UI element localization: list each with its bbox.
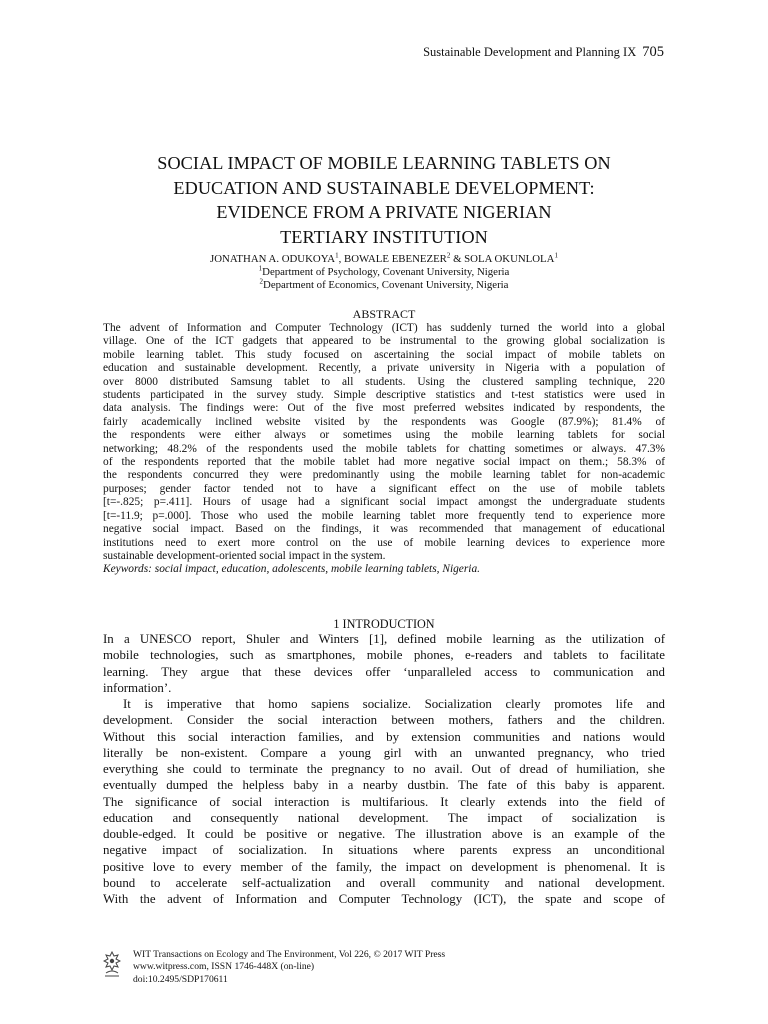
abstract-line: [t=-.825; p=.411]. Hours of usage had a significant social impact amongst the undergraduate students <box>103 496 665 509</box>
author-name: JONATHAN A. ODUKOYA <box>210 253 336 265</box>
body-line: eventually dumped the helpless baby in a nearby dustbin. The fate of this baby is apparent. <box>103 778 665 793</box>
body-line: In a UNESCO report, Shuler and Winters [1], defined mobile learning as the utilization of <box>103 632 665 646</box>
body-line: With the advent of Information and Computer Technology (ICT), the spate and scope of <box>103 892 665 906</box>
abstract-line: data analysis. The findings were: Out of the five most preferred websites indicated by respondents, the <box>103 402 665 415</box>
abstract-line: education and sustainable development. Recently, a private university in Nigeria with a population of <box>103 362 665 375</box>
author-separator: , <box>338 253 345 265</box>
abstract-body <box>103 322 665 577</box>
author-separator: & <box>450 253 465 265</box>
body-line: Without this social interaction families, and by extension communities and nations would <box>103 729 665 744</box>
abstract-line: fairly academically inclined website visited by the respondents was Google (87.9%); 81.4% of <box>103 415 665 428</box>
abstract-line: the respondents were either always or sometimes using the mobile learning tablets for social <box>103 429 665 442</box>
paper-title <box>90 151 678 249</box>
body-line: The significance of social interaction is multifarious. It clearly extends into the field of <box>103 794 665 809</box>
affiliation-marker: 1 <box>258 264 263 273</box>
author-block <box>80 253 688 292</box>
keywords-line: Keywords: social impact, education, adolescents, mobile learning tablets, Nigeria. <box>103 563 481 576</box>
footer-text <box>133 949 445 986</box>
title-line: EVIDENCE FROM A PRIVATE NIGERIAN <box>216 202 552 222</box>
abstract-line: the respondents concurred they were predominantly using the mobile learning tablet for non-academic <box>103 469 665 482</box>
title-line: SOCIAL IMPACT OF MOBILE LEARNING TABLETS ON <box>157 153 611 173</box>
affiliation <box>80 266 688 279</box>
body-line: positive love to every member of the family, the impact on development is phenomenal. It is <box>103 859 665 874</box>
body-line: education and consequently national development. The impact of socialization is <box>103 810 665 825</box>
body-line: negative impact of socialization. In situations where parents express an unconditional <box>103 843 665 858</box>
author-name: BOWALE EBENEZER <box>344 253 447 265</box>
body-line: It is imperative that homo sapiens socialize. Socialization clearly promotes life and <box>123 697 665 711</box>
title-line: TERTIARY INSTITUTION <box>280 226 488 247</box>
body-line: bound to accelerate self-actualization and overall community and national development. <box>103 875 665 890</box>
footer-website: www.witpress.com, ISSN 1746-448X (on-line) <box>133 961 315 973</box>
abstract-line: negative social impact. Based on the findings, it was recommended that management of educational <box>103 523 665 536</box>
affiliation-text: Department of Psychology, Covenant University, Nigeria <box>262 266 510 278</box>
body-line: mobile technologies, such as smartphones, mobile phones, e-readers and tablets to facilitate <box>103 648 665 663</box>
footer-doi: doi:10.2495/SDP170611 <box>133 973 228 985</box>
body-line: information’. <box>103 680 172 695</box>
abstract-line: purposes; gender factor tended not to have a significant effect on the use of mobile tablets <box>103 482 665 495</box>
abstract-line: The advent of Information and Computer Technology (ICT) has suddenly turned the world into a global <box>103 322 665 334</box>
abstract-line: [t=-11.9; p=.000]. Those who used the mobile learning tablet more frequently tend to experience more <box>103 509 665 522</box>
affiliation-marker: 2 <box>446 251 451 260</box>
author-list <box>80 253 688 266</box>
abstract-line: sustainable development-oriented social impact in the system. <box>103 549 386 562</box>
abstract-line: mobile learning tablet. This study focused on ascertaining the social impact of mobile tablets on <box>103 348 665 361</box>
wit-press-logo-icon <box>103 951 121 977</box>
body-line: learning. They argue that these devices offer ‘unparalleled access to communication and <box>103 664 665 679</box>
affiliation-text: Department of Economics, Covenant University, Nigeria <box>263 279 509 291</box>
body-line: development. Consider the social interaction between mothers, fathers and the children. <box>103 713 665 728</box>
abstract-line: of the respondents reported that the mobile tablet had more negative social impact on them.; 58.3% of <box>103 456 665 469</box>
abstract-line: village. One of the ICT gadgets that appeared to be instrumental to the growing global socialization is <box>103 335 665 348</box>
section-heading: 1 INTRODUCTION <box>333 617 435 631</box>
affiliation-marker: 2 <box>259 277 264 286</box>
abstract-line: institutions need to exert more control on the use of mobile learning devices to experience more <box>103 536 665 549</box>
body-line: literally be non-existent. Compare a young girl with an unwanted pregnancy, who tried <box>103 745 665 760</box>
affiliation-marker: 1 <box>335 251 339 260</box>
introduction-body <box>103 631 665 907</box>
journal-name: Sustainable Development and Planning IX <box>423 45 637 59</box>
page-number: 705 <box>642 44 664 60</box>
affiliation-marker: 1 <box>554 251 558 260</box>
abstract-line: over 8000 distributed Samsung tablet to all students. Using the clustered sampling technique, 220 <box>103 375 665 388</box>
running-header <box>423 44 664 61</box>
author-name: SOLA OKUNLOLA <box>464 253 555 265</box>
abstract-heading: ABSTRACT <box>352 307 416 321</box>
abstract-line: networking; 48.2% of the respondents used the mobile tablets for chatting sometimes or always. 47.3% <box>103 442 665 455</box>
title-line: EDUCATION AND SUSTAINABLE DEVELOPMENT: <box>173 177 595 198</box>
abstract-line: students participated in the survey study. Simple descriptive statistics and t-test statistics were used in <box>103 389 665 402</box>
body-line: double-edged. It could be positive or negative. The illustration above is an example of the <box>103 827 665 841</box>
body-line: everything she could to terminate the pregnancy to no avail. Out of dread of humiliation, she <box>103 762 665 776</box>
affiliation <box>80 279 688 292</box>
footer-citation: WIT Transactions on Ecology and The Environment, Vol 226, © 2017 WIT Press <box>133 949 446 960</box>
